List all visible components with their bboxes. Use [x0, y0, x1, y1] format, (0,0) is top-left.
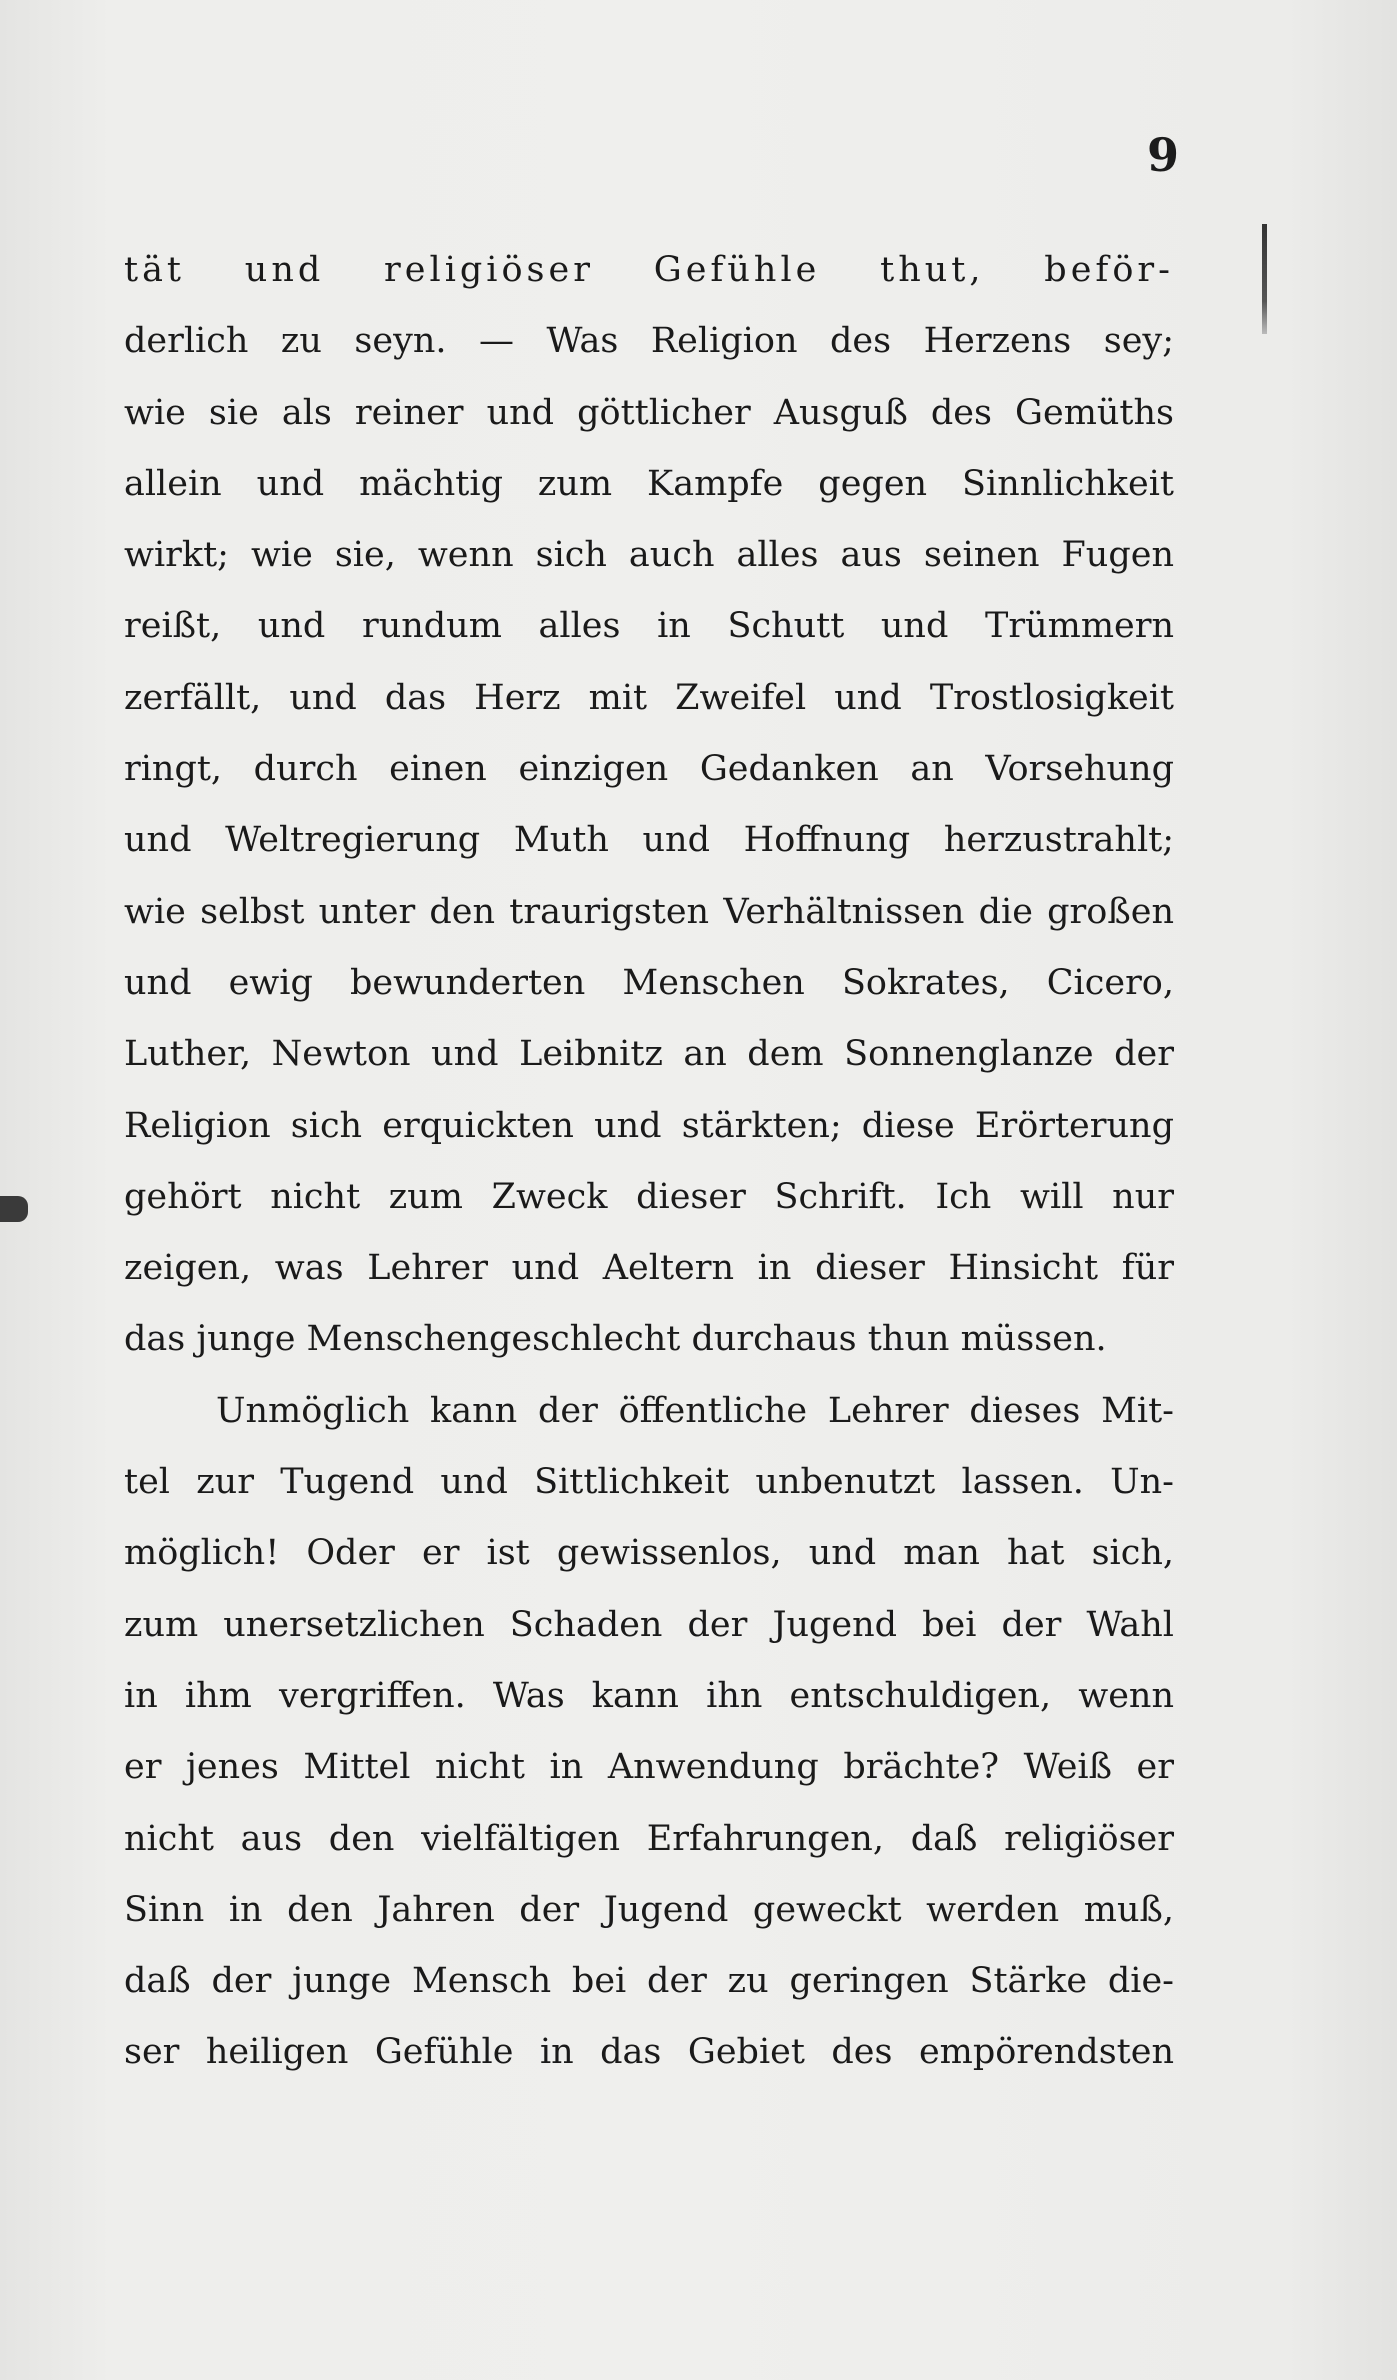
text-line: nicht aus den vielfältigen Erfahrungen, daß religiöser	[124, 1818, 1174, 1859]
paragraph-start-line: Unmöglich kann der öffentliche Lehrer dieses Mit-	[216, 1390, 1174, 1431]
text-line: zeigen, was Lehrer und Aeltern in dieser Hinsicht für	[124, 1248, 1174, 1289]
text-line: daß der junge Mensch bei der zu geringen Stärke die-	[124, 1961, 1174, 2002]
text-line: gehört nicht zum Zweck dieser Schrift. Ich will nur	[124, 1176, 1174, 1217]
text-line: und Weltregierung Muth und Hoffnung herzustrahlt;	[124, 820, 1174, 861]
edge-mark	[0, 1196, 28, 1222]
text-line: tät und religiöser Gefühle thut, beför-	[124, 250, 1174, 290]
text-line: in ihm vergriffen. Was kann ihn entschuldigen, wenn	[124, 1675, 1174, 1716]
page-number: 9	[1146, 128, 1179, 182]
text-line: möglich! Oder er ist gewissenlos, und man hat sich,	[124, 1533, 1174, 1574]
text-line: allein und mächtig zum Kampfe gegen Sinnlichkeit	[124, 463, 1174, 504]
text-line: wirkt; wie sie, wenn sich auch alles aus seinen Fugen	[124, 535, 1174, 576]
text-line: er jenes Mittel nicht in Anwendung brächte? Weiß er	[124, 1747, 1174, 1788]
text-line: zum unersetzlichen Schaden der Jugend bei der Wahl	[124, 1604, 1174, 1645]
text-line: zerfällt, und das Herz mit Zweifel und Trostlosigkeit	[124, 677, 1174, 718]
text-line: Luther, Newton und Leibnitz an dem Sonnenglanze der	[124, 1034, 1174, 1075]
text-line: reißt, und rundum alles in Schutt und Trümmern	[124, 606, 1174, 647]
body-text	[124, 235, 1174, 2089]
text-line: derlich zu seyn. — Was Religion des Herzens sey;	[124, 321, 1174, 362]
text-line: wie selbst unter den traurigsten Verhältnissen die großen	[124, 891, 1174, 932]
paragraph-end-line: das junge Menschengeschlecht durchaus thun müssen.	[124, 1319, 1107, 1360]
text-line: Religion sich erquickten und stärkten; diese Erörterung	[124, 1105, 1174, 1146]
text-line: wie sie als reiner und göttlicher Ausguß des Gemüths	[124, 392, 1174, 433]
text-line: Sinn in den Jahren der Jugend geweckt werden muß,	[124, 1889, 1174, 1930]
text-line: ser heiligen Gefühle in das Gebiet des empörendsten	[124, 2032, 1174, 2073]
text-line: tel zur Tugend und Sittlichkeit unbenutzt lassen. Un-	[124, 1462, 1174, 1503]
text-line: ringt, durch einen einzigen Gedanken an Vorsehung	[124, 749, 1174, 790]
margin-mark	[1262, 224, 1267, 334]
text-line: und ewig bewunderten Menschen Sokrates, Cicero,	[124, 962, 1174, 1003]
